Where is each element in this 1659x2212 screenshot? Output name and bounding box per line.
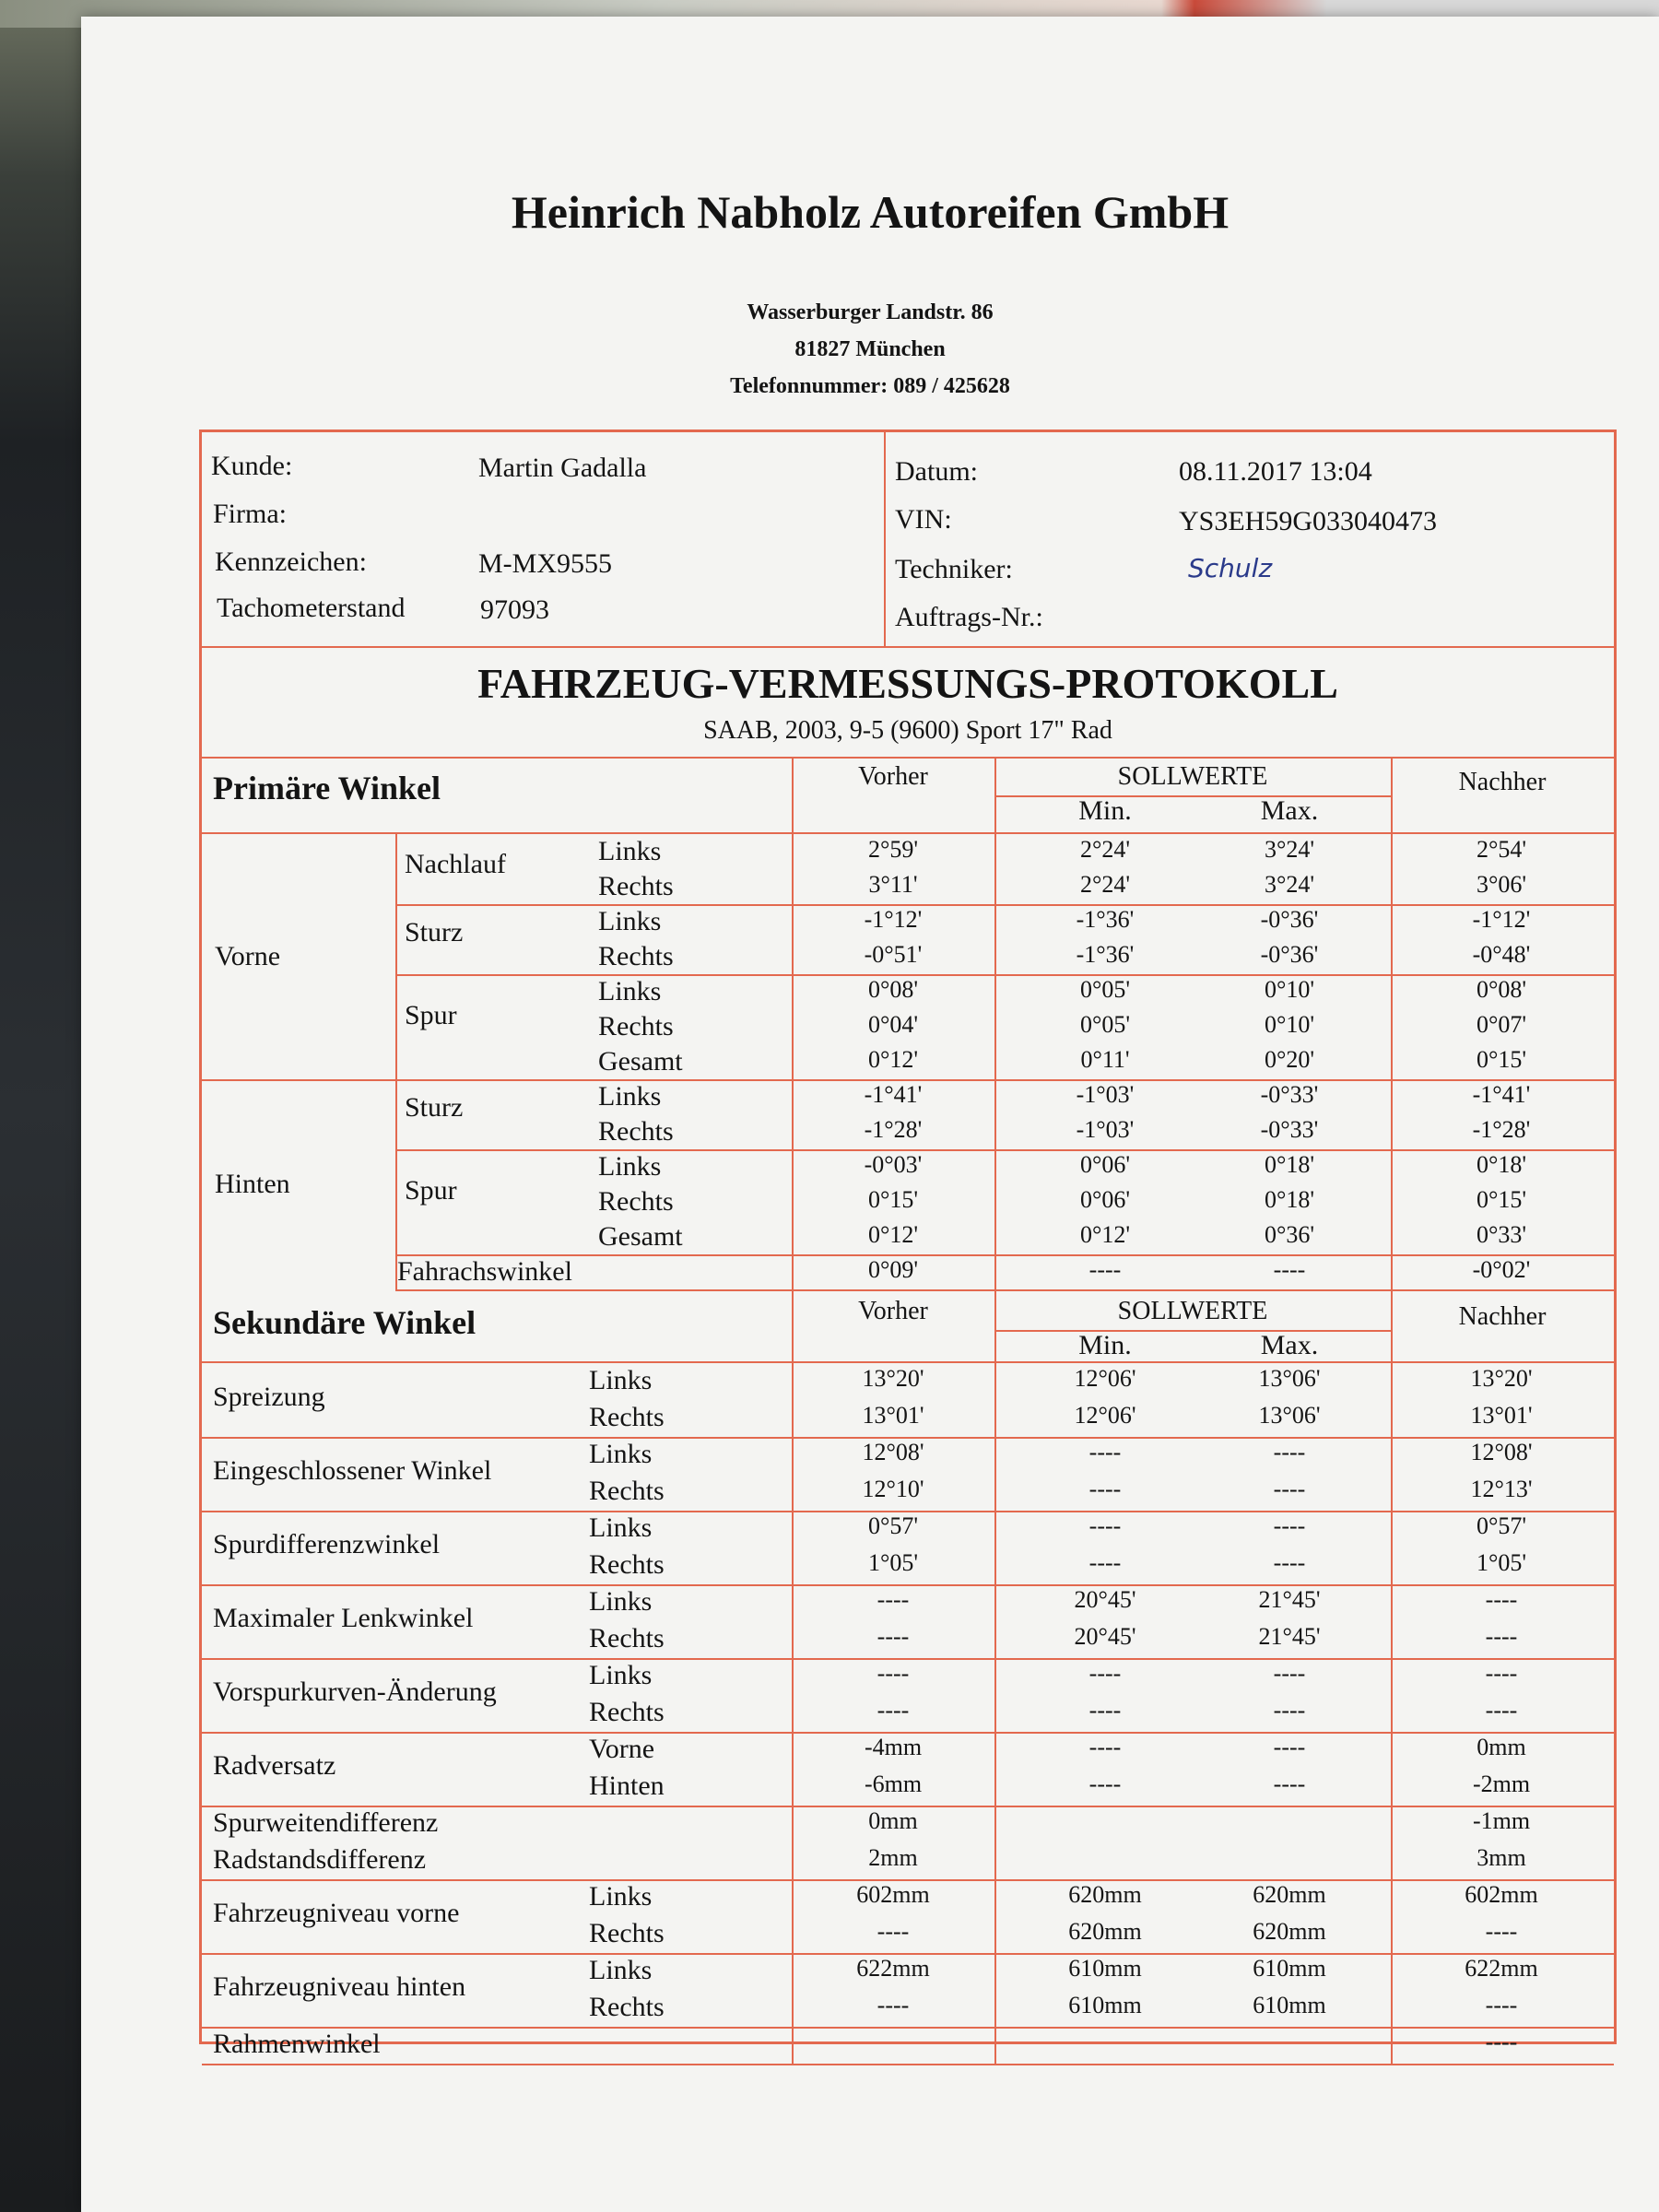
- value-min: 610mm: [1068, 1955, 1142, 1982]
- value-nachher: 12°08': [1470, 1439, 1533, 1465]
- side-label: Hinten: [589, 1771, 665, 1801]
- value-nachher: ----: [1485, 1623, 1518, 1650]
- param-fahrzeugniveau-vorne: Fahrzeugniveau vorne: [213, 1898, 460, 1928]
- side-label: Links: [589, 1439, 653, 1469]
- value-vorher: 3°11': [868, 871, 918, 898]
- value-vorher: ----: [877, 1697, 910, 1724]
- side-label: Links: [589, 1512, 653, 1543]
- value-nachher: ----: [1485, 1697, 1518, 1724]
- techniker-signature: Schulz: [1188, 553, 1273, 583]
- value-vorher: -0°03': [864, 1151, 923, 1178]
- rule-line: [994, 1330, 1391, 1332]
- value-max: 13°06': [1258, 1402, 1321, 1429]
- value-nachher: 0°18': [1476, 1151, 1527, 1178]
- techniker-label: Techniker:: [895, 554, 1013, 584]
- value-min: 0°11': [1080, 1046, 1130, 1073]
- value-nachher: ----: [1485, 1992, 1518, 2018]
- param-nachlauf: Nachlauf: [405, 849, 506, 879]
- company-phone: Telefonnummer: 089 / 425628: [730, 374, 1010, 398]
- col-min: Min.: [1078, 1330, 1132, 1360]
- value-min: 0°05': [1079, 1011, 1131, 1038]
- col-nachher: Nachher: [1458, 768, 1547, 796]
- value-min: 12°06': [1074, 1365, 1136, 1392]
- value-nachher: -0°48': [1472, 941, 1531, 968]
- value-vorher: -0°51': [864, 941, 923, 968]
- value-vorher: -6mm: [864, 1771, 923, 1797]
- value-vorher: 2mm: [868, 1844, 918, 1871]
- value-nachher: 12°13': [1470, 1476, 1533, 1502]
- vin-label: VIN:: [895, 504, 952, 535]
- value-max: 21°45': [1258, 1586, 1321, 1613]
- value-nachher: -1mm: [1472, 1807, 1531, 1834]
- value-max: -0°36': [1260, 941, 1319, 968]
- value-vorher: 0°09': [867, 1256, 919, 1283]
- value-vorher: -1°41': [864, 1081, 923, 1108]
- auftrag-label: Auftrags-Nr.:: [895, 602, 1043, 632]
- value-vorher: 0°04': [867, 1011, 919, 1038]
- value-max: ----: [1273, 1439, 1306, 1465]
- side-label: Links: [589, 1586, 653, 1617]
- param-spur: Spur: [405, 1000, 457, 1030]
- kunde-label: Kunde:: [211, 451, 293, 481]
- value-vorher: -1°28': [864, 1116, 923, 1143]
- value-min: 0°06': [1079, 1186, 1131, 1213]
- value-max: 0°20': [1264, 1046, 1315, 1073]
- col-sollwerte: SOLLWERTE: [1117, 1297, 1268, 1325]
- value-nachher: 0°57': [1476, 1512, 1527, 1539]
- param-spreizung: Spreizung: [213, 1382, 325, 1412]
- side-label: Links: [589, 1365, 653, 1395]
- value-vorher: 602mm: [856, 1881, 930, 1908]
- value-max: 3°24': [1264, 836, 1315, 863]
- value-vorher: ----: [877, 1623, 910, 1650]
- param-radstandsdifferenz: Radstandsdifferenz: [213, 1844, 427, 1875]
- value-min: 12°06': [1074, 1402, 1136, 1429]
- rule-line: [395, 904, 1614, 906]
- side-label: Rechts: [598, 941, 674, 971]
- value-max: 13°06': [1258, 1365, 1321, 1392]
- value-nachher: 0°15': [1476, 1046, 1527, 1073]
- value-max: ----: [1273, 1660, 1306, 1687]
- column-rule: [1391, 757, 1393, 1289]
- column-rule: [395, 832, 397, 1289]
- kunde-value: Martin Gadalla: [478, 453, 647, 483]
- value-nachher: -1°41': [1472, 1081, 1531, 1108]
- rule-line: [395, 1254, 1614, 1256]
- value-min: 610mm: [1068, 1992, 1142, 2018]
- value-nachher: -2mm: [1472, 1771, 1531, 1797]
- value-nachher: 0°07': [1476, 1011, 1527, 1038]
- param-spur: Spur: [405, 1175, 457, 1206]
- param-eingeschlossener-winkel: Eingeschlossener Winkel: [213, 1455, 492, 1486]
- value-vorher: ----: [877, 1992, 910, 2018]
- value-vorher: 12°08': [862, 1439, 924, 1465]
- side-label: Rechts: [589, 1402, 665, 1432]
- value-nachher: -1°12': [1472, 906, 1531, 933]
- value-min: -1°36': [1076, 906, 1135, 933]
- rule-line: [395, 1149, 1614, 1151]
- datum-label: Datum:: [895, 456, 978, 487]
- col-vorher: Vorher: [858, 1297, 928, 1325]
- datum-value: 08.11.2017 13:04: [1179, 456, 1372, 487]
- secondary-section-title: Sekundäre Winkel: [213, 1304, 477, 1341]
- column-rule: [1391, 1291, 1393, 2065]
- value-min: ----: [1088, 1549, 1122, 1576]
- value-nachher: 602mm: [1465, 1881, 1538, 1908]
- param-spurweitendifferenz: Spurweitendifferenz: [213, 1807, 439, 1838]
- rule-line: [202, 2064, 1614, 2065]
- param-fahrzeugniveau-hinten: Fahrzeugniveau hinten: [213, 1971, 466, 2002]
- value-nachher: 3mm: [1477, 1844, 1526, 1871]
- param-maximaler-lenkwinkel: Maximaler Lenkwinkel: [213, 1603, 474, 1633]
- value-vorher: ----: [877, 1586, 910, 1613]
- col-vorher: Vorher: [858, 762, 928, 791]
- rule-line: [395, 974, 1614, 976]
- value-nachher: 622mm: [1465, 1955, 1538, 1982]
- value-min: 20°45': [1074, 1623, 1136, 1650]
- side-label: Vorne: [589, 1734, 655, 1764]
- value-nachher: 0°33': [1476, 1221, 1527, 1248]
- value-max: ----: [1273, 1256, 1306, 1283]
- param-sturz: Sturz: [405, 1092, 464, 1123]
- value-min: 620mm: [1068, 1881, 1142, 1908]
- side-label: Rechts: [589, 1549, 665, 1580]
- col-nachher: Nachher: [1458, 1302, 1547, 1331]
- value-nachher: 0°08': [1476, 976, 1527, 1003]
- value-min: ----: [1088, 1660, 1122, 1687]
- value-min: 0°05': [1079, 976, 1131, 1003]
- param-radversatz: Radversatz: [213, 1750, 336, 1781]
- value-nachher: 0°15': [1476, 1186, 1527, 1213]
- rule-line: [395, 1289, 1614, 1291]
- value-max: ----: [1273, 1734, 1306, 1760]
- value-min: 20°45': [1074, 1586, 1136, 1613]
- rule-line: [202, 2027, 1614, 2029]
- value-max: 0°10': [1264, 976, 1315, 1003]
- value-nachher: 0mm: [1477, 1734, 1526, 1760]
- value-max: 21°45': [1258, 1623, 1321, 1650]
- rule-line: [202, 832, 1614, 834]
- side-label: Links: [598, 976, 662, 1006]
- column-rule: [994, 757, 996, 1289]
- value-vorher: ----: [877, 1918, 910, 1945]
- value-vorher: 13°20': [862, 1365, 924, 1392]
- side-label: Rechts: [598, 1011, 674, 1041]
- value-vorher: 2°59': [867, 836, 919, 863]
- value-max: 0°18': [1264, 1151, 1315, 1178]
- document-sheet: [81, 17, 1659, 2212]
- company-city: 81827 München: [794, 337, 946, 361]
- side-label: Rechts: [589, 1918, 665, 1948]
- group-hinten: Hinten: [215, 1169, 290, 1199]
- side-label: Links: [589, 1881, 653, 1912]
- column-rule: [994, 1291, 996, 2065]
- value-vorher: 12°10': [862, 1476, 924, 1502]
- side-label: Links: [598, 1151, 662, 1182]
- param-vorspurkurven-nderung: Vorspurkurven-Änderung: [213, 1677, 497, 1707]
- value-min: -1°03': [1076, 1081, 1135, 1108]
- value-min: 2°24': [1079, 871, 1131, 898]
- value-vorher: 0°12': [867, 1046, 919, 1073]
- value-vorher: -4mm: [864, 1734, 923, 1760]
- value-min: 620mm: [1068, 1918, 1142, 1945]
- value-min: ----: [1088, 1734, 1122, 1760]
- kennzeichen-value: M-MX9555: [478, 548, 613, 579]
- kennzeichen-label: Kennzeichen:: [215, 547, 367, 577]
- value-min: 0°06': [1079, 1151, 1131, 1178]
- value-vorher: 1°05': [867, 1549, 919, 1576]
- value-vorher: 0°12': [867, 1221, 919, 1248]
- value-max: ----: [1273, 1697, 1306, 1724]
- rule-line: [202, 1079, 1614, 1081]
- value-min: ----: [1088, 1512, 1122, 1539]
- side-label: Links: [589, 1955, 653, 1985]
- value-max: ----: [1273, 1771, 1306, 1797]
- value-max: 620mm: [1253, 1918, 1326, 1945]
- col-max: Max.: [1260, 795, 1319, 826]
- side-label: Rechts: [589, 1476, 665, 1506]
- value-nachher: 3°06': [1476, 871, 1527, 898]
- value-max: ----: [1273, 1549, 1306, 1576]
- column-rule: [792, 1291, 794, 2065]
- side-label: Links: [598, 836, 662, 866]
- param-rahmenwinkel: Rahmenwinkel: [213, 2029, 381, 2059]
- company-name: Heinrich Nabholz Autoreifen GmbH: [511, 186, 1230, 238]
- param-spurdifferenzwinkel: Spurdifferenzwinkel: [213, 1529, 441, 1559]
- value-nachher: ----: [1485, 1660, 1518, 1687]
- value-max: 620mm: [1253, 1881, 1326, 1908]
- value-max: -0°36': [1260, 906, 1319, 933]
- value-min: ----: [1088, 1697, 1122, 1724]
- value-nachher: 13°01': [1470, 1402, 1533, 1429]
- value-nachher: ----: [1485, 1918, 1518, 1945]
- value-max: ----: [1273, 1512, 1306, 1539]
- value-nachher: ----: [1485, 2029, 1518, 2055]
- value-nachher: 2°54': [1476, 836, 1527, 863]
- value-min: ----: [1088, 1256, 1122, 1283]
- value-nachher: 1°05': [1476, 1549, 1527, 1576]
- value-vorher: 13°01': [862, 1402, 924, 1429]
- param-sturz: Sturz: [405, 917, 464, 947]
- value-min: ----: [1088, 1476, 1122, 1502]
- value-max: 0°18': [1264, 1186, 1315, 1213]
- value-vorher: 0mm: [868, 1807, 918, 1834]
- value-max: ----: [1273, 1476, 1306, 1502]
- value-max: 610mm: [1253, 1992, 1326, 2018]
- value-vorher: 0°08': [867, 976, 919, 1003]
- value-max: -0°33': [1260, 1116, 1319, 1143]
- col-min: Min.: [1078, 795, 1132, 826]
- value-min: ----: [1088, 1439, 1122, 1465]
- firma-label: Firma:: [213, 499, 287, 529]
- value-vorher: -1°12': [864, 906, 923, 933]
- value-min: ----: [1088, 1771, 1122, 1797]
- value-max: -0°33': [1260, 1081, 1319, 1108]
- vehicle-info: SAAB, 2003, 9-5 (9600) Sport 17" Rad: [703, 716, 1112, 745]
- value-vorher: 0°57': [867, 1512, 919, 1539]
- value-max: 0°36': [1264, 1221, 1315, 1248]
- tacho-label: Tachometerstand: [217, 593, 406, 623]
- value-vorher: ----: [877, 1660, 910, 1687]
- side-label: Rechts: [589, 1697, 665, 1727]
- value-min: 2°24': [1079, 836, 1131, 863]
- tacho-value: 97093: [480, 594, 549, 625]
- value-vorher: 0°15': [867, 1186, 919, 1213]
- company-street: Wasserburger Landstr. 86: [747, 300, 994, 324]
- side-label: Rechts: [598, 1116, 674, 1147]
- value-nachher: 13°20': [1470, 1365, 1533, 1392]
- side-label: Gesamt: [598, 1221, 683, 1252]
- rule-line: [994, 795, 1391, 797]
- value-nachher: -1°28': [1472, 1116, 1531, 1143]
- side-label: Links: [598, 1081, 662, 1112]
- value-max: 610mm: [1253, 1955, 1326, 1982]
- value-vorher: 622mm: [856, 1955, 930, 1982]
- value-max: 3°24': [1264, 871, 1315, 898]
- value-min: -1°03': [1076, 1116, 1135, 1143]
- side-label: Rechts: [598, 871, 674, 901]
- group-vorne: Vorne: [215, 941, 281, 971]
- col-max: Max.: [1260, 1330, 1319, 1360]
- value-nachher: ----: [1485, 1586, 1518, 1613]
- value-min: 0°12': [1079, 1221, 1131, 1248]
- side-label: Rechts: [589, 1623, 665, 1653]
- side-label: Rechts: [589, 1992, 665, 2022]
- protocol-title: FAHRZEUG-VERMESSUNGS-PROTOKOLL: [477, 660, 1338, 707]
- side-label: Links: [598, 906, 662, 936]
- vin-value: YS3EH59G033040473: [1179, 506, 1438, 536]
- side-label: Gesamt: [598, 1046, 683, 1077]
- value-max: 0°10': [1264, 1011, 1315, 1038]
- col-sollwerte: SOLLWERTE: [1117, 762, 1268, 791]
- param-fahrachswinkel: Fahrachswinkel: [397, 1256, 572, 1287]
- side-label: Links: [589, 1660, 653, 1690]
- primary-section-title: Primäre Winkel: [213, 770, 441, 806]
- value-nachher: -0°02': [1472, 1256, 1531, 1283]
- side-label: Rechts: [598, 1186, 674, 1217]
- value-min: -1°36': [1076, 941, 1135, 968]
- column-rule: [792, 757, 794, 1289]
- alignment-form: [199, 429, 1617, 2059]
- rule-line: [202, 1361, 1614, 1363]
